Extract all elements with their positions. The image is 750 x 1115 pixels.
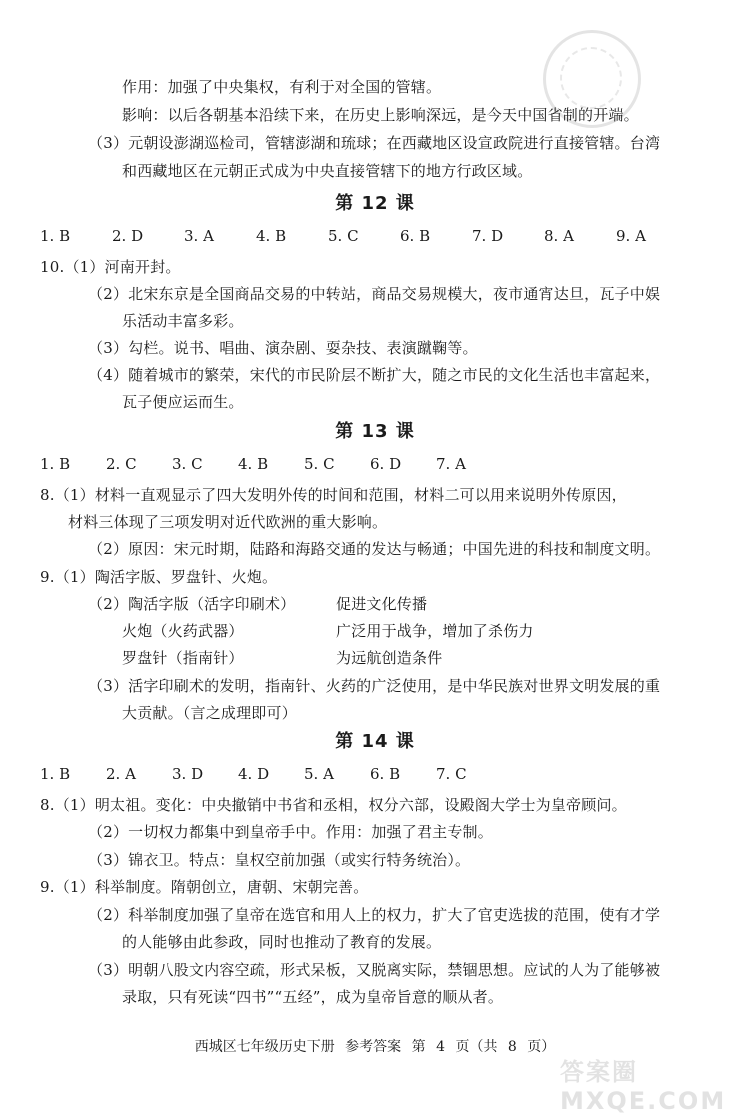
l13-q9-2-c-left: 罗盘针（指南针） [122,649,244,667]
choice: 6. D [370,455,402,473]
lesson-12-title: 第 12 课 [335,193,415,214]
choice: 3. C [172,455,203,473]
l14-q9-2-line1: （2）科举制度加强了皇帝在选官和用人上的权力，扩大了官吏选拔的范围，使有才学 [88,906,661,924]
l14-q9-3-line2: 录取，只有死读“四书”“五经”，成为皇帝旨意的顺从者。 [122,988,504,1006]
l13-q9-3-line2: 大贡献。（言之成理即可） [122,704,297,722]
l14-q9-2-line2: 的人能够由此参政，同时也推动了教育的发展。 [122,933,442,951]
l14-q8-3: （3）锦衣卫。特点：皇权空前加强（或实行特务统治）。 [88,851,471,869]
choice: 7. C [436,765,467,783]
l13-q8-2: （2）原因：宋元时期，陆路和海路交通的发达与畅通；中国先进的科技和制度文明。 [88,540,661,558]
choice: 2. A [106,765,136,783]
l12-q10-2-line2: 乐活动丰富多彩。 [122,312,244,330]
choice: 9. A [616,227,646,245]
l12-q10-1: 10.（1）河南开封。 [40,258,181,276]
l14-q9-3-line1: （3）明朝八股文内容空疏，形式呆板，又脱离实际，禁锢思想。应试的人为了能够被 [88,961,661,979]
lesson-14-title: 第 14 课 [335,731,415,752]
l13-q9-2-b-left: 火炮（火药武器） [122,622,244,640]
choice: 5. A [304,765,334,783]
choice: 1. B [40,765,71,783]
l12-q10-2-line1: （2）北宋东京是全国商品交易的中转站，商品交易规模大，夜市通宵达旦，瓦子中娱 [88,285,661,303]
l13-q9-2-b-right: 广泛用于战争，增加了杀伤力 [336,622,534,640]
choice: 4. D [238,765,270,783]
choice: 5. C [304,455,335,473]
choice: 3. A [184,227,214,245]
s11-q3-line2: 和西藏地区在元朝正式成为中央直接管辖下的地方行政区域。 [122,162,533,180]
choice: 6. B [400,227,431,245]
l13-q8-1-line2: 材料三体现了三项发明对近代欧洲的重大影响。 [68,513,388,531]
choice: 1. B [40,227,71,245]
l13-q9-3-line1: （3）活字印刷术的发明，指南针、火药的广泛使用，是中华民族对世界文明发展的重 [88,677,661,695]
choice: 2. C [106,455,137,473]
choice: 2. D [112,227,144,245]
l12-q10-4-line1: （4）随着城市的繁荣，宋代的市民阶层不断扩大，随之市民的文化生活也丰富起来， [88,366,661,384]
s11-influence: 影响：以后各朝基本沿续下来，在历史上影响深远，是今天中国省制的开端。 [122,106,639,124]
s11-role: 作用：加强了中央集权，有利于对全国的管辖。 [122,78,442,96]
choice: 4. B [256,227,287,245]
page-footer: 西城区七年级历史下册 参考答案 第 4 页（共 8 页） [194,1039,556,1055]
s11-q3-line1: （3）元朝设澎湖巡检司，管辖澎湖和琉球；在西藏地区设宣政院进行直接管辖。台湾 [88,134,661,152]
l14-q9-1: 9.（1）科举制度。隋朝创立，唐朝、宋朝完善。 [40,878,369,896]
choice: 7. A [436,455,466,473]
choice: 6. B [370,765,401,783]
l13-q9-2-a-left: （2）陶活字版（活字印刷术） [88,595,296,613]
l13-q9-2-a-right: 促进文化传播 [336,595,428,613]
watermark: 答案圈 MXQE.COM [560,1058,727,1115]
l13-q9-2-c-right: 为远航创造条件 [336,649,443,667]
l14-q8-2: （2）一切权力都集中到皇帝手中。作用：加强了君主专制。 [88,823,493,841]
l13-q8-1-line1: 8.（1）材料一直观显示了四大发明外传的时间和范围，材料二可以用来说明外传原因， [40,486,627,504]
l12-q10-3: （3）勾栏。说书、唱曲、演杂剧、耍杂技、表演蹴鞠等。 [88,339,478,357]
choice: 7. D [472,227,504,245]
lesson-13-title: 第 13 课 [335,421,415,442]
choice: 5. C [328,227,359,245]
choice: 4. B [238,455,269,473]
l12-q10-4-line2: 瓦子便应运而生。 [122,393,244,411]
choice: 3. D [172,765,204,783]
l13-q9-1: 9.（1）陶活字版、罗盘针、火炮。 [40,568,278,586]
choice: 1. B [40,455,71,473]
l14-q8-1: 8.（1）明太祖。变化：中央撤销中书省和丞相，权分六部，设殿阁大学士为皇帝顾问。 [40,796,627,814]
choice: 8. A [544,227,574,245]
